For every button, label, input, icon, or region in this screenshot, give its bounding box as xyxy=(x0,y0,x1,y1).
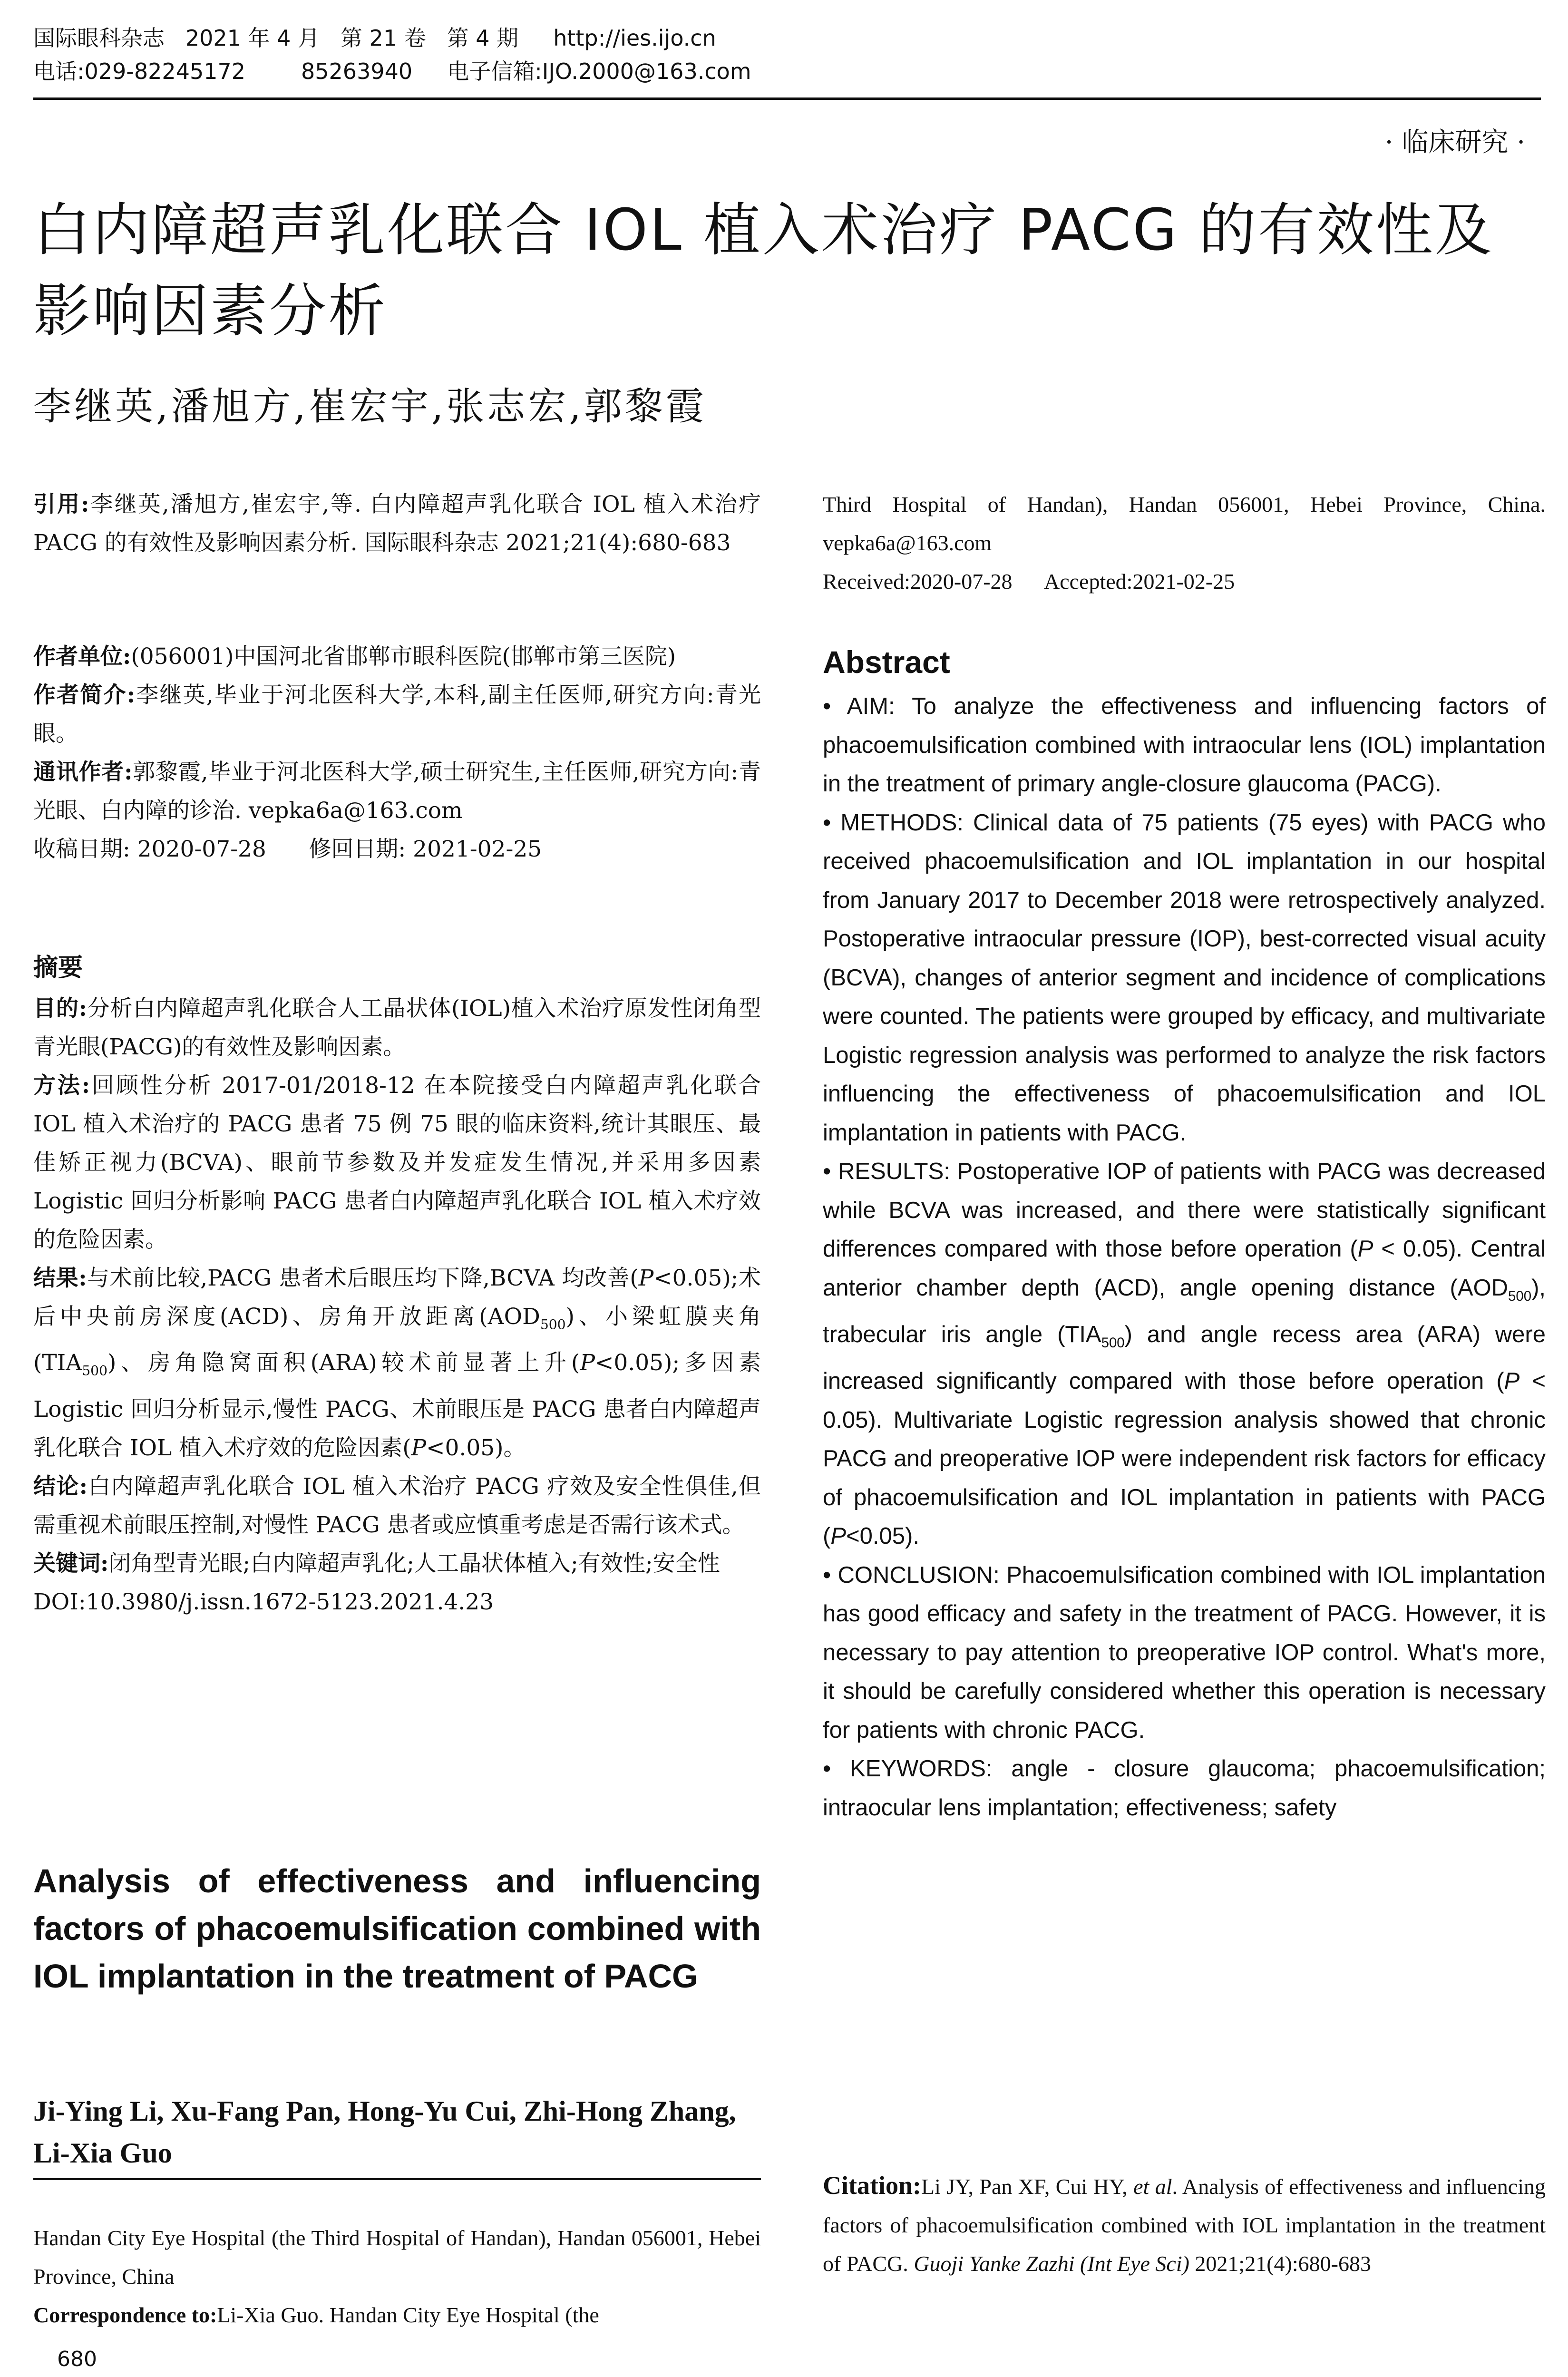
aim-en-text: To analyze the effectiveness and influencing factors of phacoemulsification combined with intraocular lens (IOL) implantation in the treatment of primary angle-closure glaucoma (PACG). xyxy=(823,693,1546,797)
correspondence-label: Correspondence to: xyxy=(33,2303,217,2327)
correspondence-continued xyxy=(823,485,1546,601)
english-authors: Ji-Ying Li, Xu-Fang Pan, Hong-Yu Cui, Zhi-Hong Zhang, Li-Xia Guo xyxy=(33,2095,736,2169)
results-cn-text: <0.05)。 xyxy=(426,1434,526,1461)
results-cn xyxy=(33,1259,761,1467)
results-en xyxy=(823,1152,1546,1556)
citation-cn xyxy=(33,485,761,562)
affiliation-label: 作者单位: xyxy=(33,643,131,670)
p-value-symbol: P xyxy=(830,1523,847,1549)
subscript: 500 xyxy=(1101,1335,1125,1351)
results-cn-text: 与术前比较,PACG 患者术后眼压均下降,BCVA 均改善( xyxy=(87,1265,639,1291)
results-cn-text: <0.05);多因素 Logistic 回归分析显示,慢性 PACG、术前眼压是 PACG 患者白内障超声乳化联合 IOL 植入术疗效的危险因素( xyxy=(33,1350,761,1461)
english-dates: Received:2020-07-28 Accepted:2021-02-25 xyxy=(823,569,1235,594)
citation-en-text: . Analysis of effectiveness and influencing factors of phacoemulsification combined with IOL implantation in the treatment of PACG. xyxy=(823,2174,1546,2276)
conclusion-cn-text: 白内障超声乳化联合 IOL 植入术治疗 PACG 疗效及安全性俱佳,但需重视术前眼压控制,对慢性 PACG 患者或应慎重考虑是否需行该术式。 xyxy=(33,1473,761,1538)
abstract-en xyxy=(823,637,1546,1827)
citation-en-journal: Guoji Yanke Zazhi (Int Eye Sci) xyxy=(914,2251,1189,2276)
author-intro-label: 作者简介: xyxy=(33,682,136,708)
conclusion-cn-label: 结论: xyxy=(33,1473,88,1500)
results-en-text: Postoperative IOP of patients with PACG was decreased while BCVA was increased, and there were statistically significant differences compared with those before operation ( xyxy=(823,1159,1546,1262)
section-label: · 临床研究 · xyxy=(1384,127,1525,158)
p-value-symbol: P xyxy=(580,1350,595,1376)
results-cn-text: <0.05);术后中央前房深度(ACD)、房角开放距离(AOD xyxy=(33,1265,761,1330)
english-title-block xyxy=(33,1857,761,2000)
keywords-cn-text: 闭角型青光眼;白内障超声乳化;人工晶状体植入;有效性;安全性 xyxy=(108,1550,720,1577)
methods-cn-text: 回顾性分析 2017-01/2018-12 在本院接受白内障超声乳化联合 IOL 植入术治疗的 PACG 患者 75 例 75 眼的临床资料,统计其眼压、最佳矫正视力(BCVA)、眼前节参数及并发症发生情况,并采用多因素 Logistic 回归分析影响 PACG 患者白内障超声乳化联合 IOL 植入术疗效的危险因素。 xyxy=(33,1072,761,1253)
citation-cn-text: 李继英,潘旭方,崔宏宇,等. 白内障超声乳化联合 IOL 植入术治疗 PACG 的有效性及影响因素分析. 国际眼科杂志 2021;21(4):680-683 xyxy=(33,491,761,556)
english-authors-block xyxy=(33,2090,761,2174)
subscript: 500 xyxy=(540,1316,566,1333)
english-affiliation-block xyxy=(33,2219,761,2334)
subscript: 500 xyxy=(82,1363,108,1379)
results-en-text: ) and angle recess area (ARA) were increased significantly compared with those before operation ( xyxy=(823,1321,1546,1394)
citation-en-etal: et al xyxy=(1133,2174,1172,2199)
journal-header xyxy=(33,21,1541,88)
english-authors-divider xyxy=(33,2178,761,2180)
p-value-symbol: P xyxy=(638,1265,654,1291)
aim-cn-label: 目的: xyxy=(33,995,87,1022)
keywords-en-text: angle - closure glaucoma; phacoemulsification; intraocular lens implantation; effectiveness; safety xyxy=(823,1756,1546,1821)
p-value-symbol: P xyxy=(411,1434,427,1461)
results-cn-text: )、房角隐窝面积(ARA)较术前显著上升( xyxy=(107,1350,580,1376)
corresponding-text: 郭黎霞,毕业于河北医科大学,硕士研究生,主任医师,研究方向:青光眼、白内障的诊治. vepka6a@163.com xyxy=(33,759,761,824)
p-value-symbol: P xyxy=(1357,1236,1373,1262)
keywords-en-label: • KEYWORDS: xyxy=(823,1756,993,1782)
correspondence-text-left: Li-Xia Guo. Handan City Eye Hospital (the xyxy=(217,2303,599,2327)
dates-cn: 收稿日期: 2020-07-28 修回日期: 2021-02-25 xyxy=(33,836,542,862)
methods-en-label: • METHODS: xyxy=(823,809,964,836)
results-cn-label: 结果: xyxy=(33,1265,87,1291)
results-cn-text: )、小梁虹膜夹角(TIA xyxy=(33,1304,761,1376)
results-en-text: ), trabecular iris angle (TIA xyxy=(823,1275,1546,1347)
doi: DOI:10.3980/j.issn.1672-5123.2021.4.23 xyxy=(33,1588,494,1615)
corresponding-label: 通讯作者: xyxy=(33,759,133,785)
abstract-cn-heading: 摘要 xyxy=(33,953,83,982)
abstract-cn xyxy=(33,946,761,1621)
results-en-text: < 0.05). Central anterior chamber depth (ACD), angle opening distance (AOD xyxy=(823,1236,1546,1301)
author-info xyxy=(33,637,761,868)
keywords-cn-label: 关键词: xyxy=(33,1550,109,1577)
page-number: 680 xyxy=(57,2347,97,2371)
results-en-text: < 0.05). Multivariate Logistic regression analysis showed that chronic PACG and preoperative IOP were independent risk factors for efficacy of phacoemulsification and IOL implantation in patients with PACG ( xyxy=(823,1368,1546,1549)
author-list-cn: 李继英,潘旭方,崔宏宇,张志宏,郭黎霞 xyxy=(33,384,707,429)
citation-en-text: Li JY, Pan XF, Cui HY, xyxy=(921,2174,1134,2199)
citation-en-text: 2021;21(4):680-683 xyxy=(1189,2251,1371,2276)
journal-header-line2: 电话:029-82245172 85263940 电子信箱:IJO.2000@163.com xyxy=(33,58,751,84)
subscript: 500 xyxy=(1508,1288,1532,1304)
aim-cn-text: 分析白内障超声乳化联合人工晶状体(IOL)植入术治疗原发性闭角型青光眼(PACG)的有效性及影响因素。 xyxy=(33,995,761,1060)
author-intro-text: 李继英,毕业于河北医科大学,本科,副主任医师,研究方向:青光眼。 xyxy=(33,682,761,747)
p-value-symbol: P xyxy=(1504,1368,1520,1394)
methods-en-text: Clinical data of 75 patients (75 eyes) with PACG who received phacoemulsification and IOL implantation in our hospital from January 2017 to December 2018 were retrospectively analyzed. Postoperative intraocular pressure (IOP), best-corrected visual acuity (BCVA), changes of anterior segment and incidence of complications were counted. The patients were grouped by efficacy, and multivariate Logistic regression analysis was performed to analyze the risk factors influencing the effectiveness of phacoemulsification and IOL implantation in patients with PACG. xyxy=(823,809,1546,1146)
affiliation-text: (056001)中国河北省邯郸市眼科医院(邯郸市第三医院) xyxy=(131,643,676,670)
conclusion-en-text: Phacoemulsification combined with IOL implantation has good efficacy and safety in the treatment of PACG. However, it is necessary to pay attention to preoperative IOP control. What's more, it should be carefully considered whether this operation is necessary for patients with chronic PACG. xyxy=(823,1562,1546,1743)
article-title: 白内障超声乳化联合 IOL 植入术治疗 PACG 的有效性及影响因素分析 xyxy=(33,197,1494,344)
abstract-en-heading: Abstract xyxy=(823,644,950,680)
citation-en xyxy=(823,2166,1546,2283)
journal-header-line1: 国际眼科杂志 2021 年 4 月 第 21 卷 第 4 期 http://ies.ijo.cn xyxy=(33,25,716,51)
english-title: Analysis of effectiveness and influencing factors of phacoemulsification combined with IOL implantation in the treatment of PACG xyxy=(33,1862,761,1995)
methods-cn-label: 方法: xyxy=(33,1072,90,1099)
english-affiliation: Handan City Eye Hospital (the Third Hospital of Handan), Handan 056001, Hebei Province, China xyxy=(33,2226,761,2289)
correspondence-text-right: Third Hospital of Handan), Handan 056001, Hebei Province, China. vepka6a@163.com xyxy=(823,492,1546,555)
header-divider xyxy=(33,97,1541,100)
conclusion-en-label: • CONCLUSION: xyxy=(823,1562,1000,1588)
citation-en-label: Citation: xyxy=(823,2171,921,2200)
citation-cn-label: 引用: xyxy=(33,491,89,517)
aim-en-label: • AIM: xyxy=(823,693,895,719)
results-en-label: • RESULTS: xyxy=(823,1159,950,1184)
results-en-text: <0.05). xyxy=(846,1523,919,1549)
